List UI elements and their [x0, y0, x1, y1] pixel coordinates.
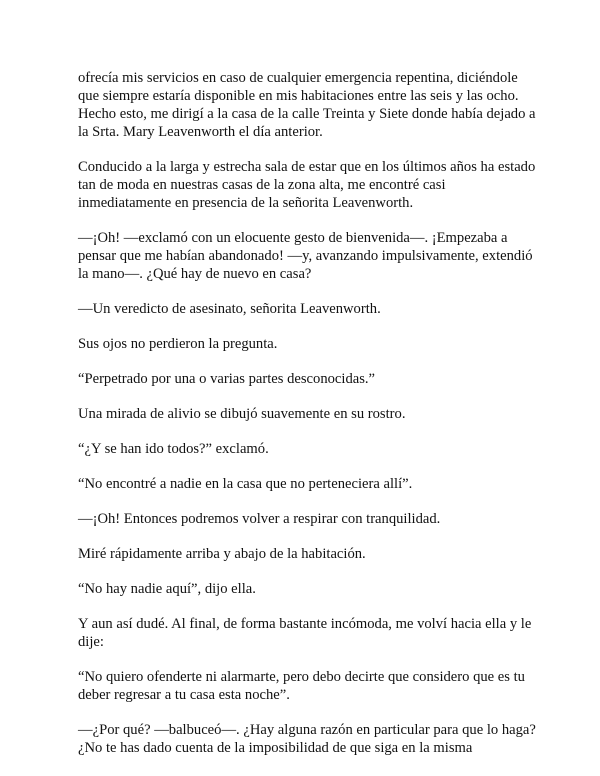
paragraph-11: Miré rápidamente arriba y abajo de la habitación.	[78, 546, 366, 562]
paragraph-14: “No quiero ofenderte ni alarmarte, pero debo decirte que considero que es tu deber regresar a tu casa esta noche”.	[78, 669, 525, 703]
paragraph-4: —Un veredicto de asesinato, señorita Leavenworth.	[78, 301, 381, 317]
paragraph-3: —¡Oh! —exclamó con un elocuente gesto de bienvenida—. ¡Empezaba a pensar que me habían abandonado! —y, avanzando impulsivamente, extendió la mano—. ¿Qué hay de nuevo en casa?	[78, 230, 533, 282]
paragraph-12: “No hay nadie aquí”, dijo ella.	[78, 581, 256, 597]
paragraph-15: —¿Por qué? —balbuceó—. ¿Hay alguna razón en particular para que lo haga? ¿No te has dado cuenta de la imposibilidad de que siga en la misma	[78, 722, 536, 756]
paragraph-6: “Perpetrado por una o varias partes desconocidas.”	[78, 371, 376, 387]
paragraph-2: Conducido a la larga y estrecha sala de estar que en los últimos años ha estado tan de moda en nuestras casas de la zona alta, me encontré casi inmediatamente en presencia de la señorita Leavenworth.	[78, 159, 536, 211]
paragraph-7: Una mirada de alivio se dibujó suavemente en su rostro.	[78, 406, 406, 422]
paragraph-1: ofrecía mis servicios en caso de cualquier emergencia repentina, diciéndole que siempre estaría disponible en mis habitaciones entre las seis y las ocho. Hecho esto, me dirigí a la casa de la calle Treinta y Siete donde había dejado a la Srta. Mary Leavenworth el día anterior.	[78, 70, 536, 140]
paragraph-10: —¡Oh! Entonces podremos volver a respirar con tranquilidad.	[78, 511, 441, 527]
paragraph-5: Sus ojos no perdieron la pregunta.	[78, 336, 278, 352]
paragraph-13: Y aun así dudé. Al final, de forma bastante incómoda, me volví hacia ella y le dije:	[78, 616, 532, 650]
paragraph-9: “No encontré a nadie en la casa que no perteneciera allí”.	[78, 476, 413, 492]
document-page	[78, 69, 538, 774]
paragraph-8: “¿Y se han ido todos?” exclamó.	[78, 441, 269, 457]
